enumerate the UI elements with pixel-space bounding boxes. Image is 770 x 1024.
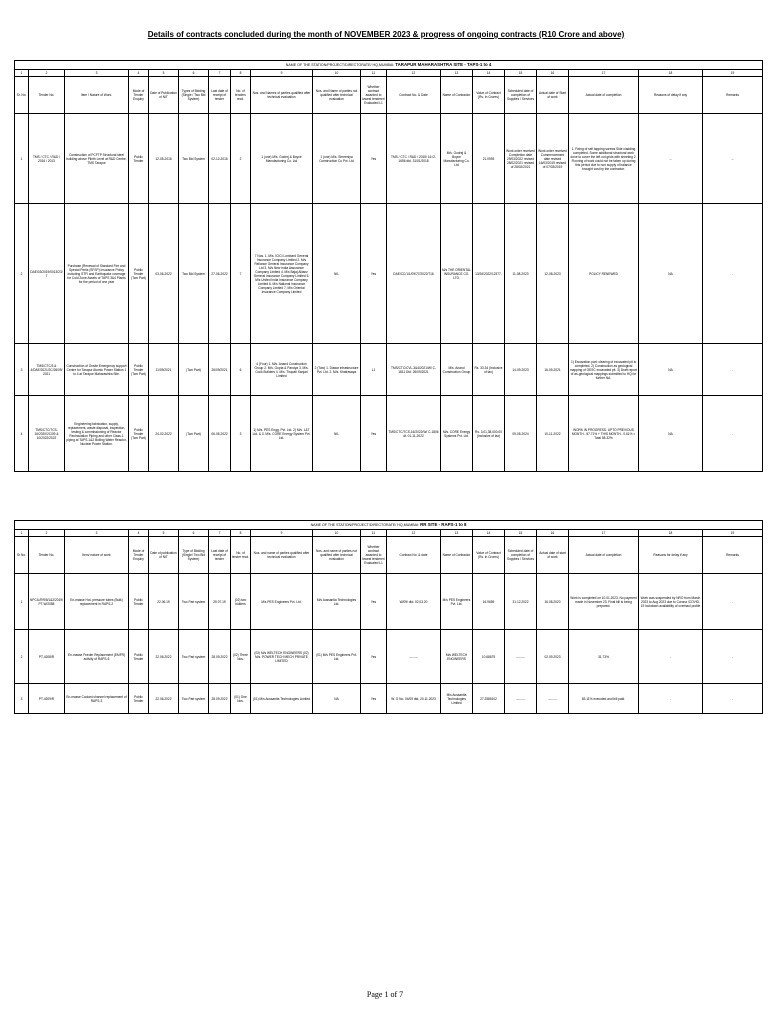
column-header: Nos. and Names of parties qualified after technical evaluation <box>251 77 313 114</box>
column-number: 1 <box>15 70 29 77</box>
table-cell: Two Bid System <box>179 204 209 344</box>
table-cell: - <box>703 344 763 396</box>
column-header: Actual date of start of work <box>537 537 569 574</box>
table-cell: 16-09-2021 <box>537 344 569 396</box>
table-cell: Rs. 3,01,38,000.00 (Inclusive of tax) <box>473 396 505 472</box>
table-cell: DAE/CC/1/1/09/77/2022/716 <box>387 204 441 344</box>
table-cell: - <box>639 630 703 684</box>
column-header: Reasons for delay if any <box>639 537 703 574</box>
table-cell: Engineering fabrication, supply, replacement, waste disposal, inspection, testing & commissioning of Reactor Recirculation Piping and other Class-1 piping at TAPS-1&2 Boiling Water Reactor, Nuclear Power Station. <box>65 396 129 472</box>
table-cell: 1 (one) M/s. Godrej & Boyce Manufacturing Co. Ltd <box>251 114 313 204</box>
table-cell: M/s Aussantia Technologies Ltd. <box>313 574 361 630</box>
table-cell: NA <box>639 396 703 472</box>
site-prefix: NAME OF THE STATION/PROJECT/DIRECTORATE/ HQ,MUMBAI: <box>285 63 396 68</box>
table-cell: Rs. 33.34 (Inclusive of tax) <box>473 344 505 396</box>
table-cell: M/s PES Engineers Pvt. Ltd. <box>441 574 473 630</box>
table-cell: Public Tender (Two Part) <box>129 396 149 472</box>
table-cell: 02-12-2016 <box>209 114 231 204</box>
table-cell: 09-05-2024 <box>505 396 537 472</box>
table-cell: - <box>703 204 763 344</box>
table-cell: TMS / CTC / R&D / 2016 / 2013 <box>29 114 65 204</box>
table-cell: Yes <box>361 396 387 472</box>
column-header: Contract No. & Date <box>387 77 441 114</box>
table-cell: 2 <box>15 630 29 684</box>
table-cell: - <box>703 630 763 684</box>
site2-body <box>15 521 763 714</box>
table-cell: 2 <box>231 114 251 204</box>
site-prefix: NAME OF THE STATION/PROJECT/DIRECTORATE/ HQ,MUMBAI: <box>310 523 421 528</box>
site-title: RR SITE - RAPS-1 to 8 <box>420 522 467 528</box>
table-row <box>15 574 763 630</box>
column-number: 2 <box>29 70 65 77</box>
table-cell: Construction of Onsite Emergency support Centre for Tarapur Atomic Power Station 1 to 4 at Tarapur Maharashtra Site. <box>65 344 129 396</box>
table-cell: 31.12.2022 <box>505 574 537 630</box>
site-name <box>15 521 763 530</box>
table-cell: 4 (Four) 1. M/s. Anand Construction Group 2. M/s. Gupta & Pandya 3. M/s. Cock Builders 4. M/s. Tirupati Sanjari Limited <box>251 344 313 396</box>
table-row <box>15 114 763 204</box>
table-cell: M/s. CORE Energy Systems Pvt. Ltd. <box>441 396 473 472</box>
table-cell: -- <box>703 114 763 204</box>
table-cell: 3 <box>231 396 251 472</box>
column-header: Last date of receipt of tender <box>209 77 231 114</box>
table-cell: Yes <box>361 204 387 344</box>
table-cell: POLICY RENEWED <box>569 204 639 344</box>
table-cell: Public Tender <box>129 114 149 204</box>
column-number: 7 <box>209 530 231 537</box>
column-number: 3 <box>65 530 129 537</box>
table-cell: 10-11-2022 <box>537 396 569 472</box>
table-cell: 31.73% <box>569 630 639 684</box>
column-number: 6 <box>179 530 209 537</box>
table-cell: (01) M/s Aussantia Technologies Limited <box>251 684 313 714</box>
table-cell: (Two Part) <box>179 344 209 396</box>
column-number: 15 <box>505 70 537 77</box>
table-cell: En-masse Coolant channel replacement of RAPS-3 <box>65 684 129 714</box>
table-cell: PT-4209/R <box>29 684 65 714</box>
table-cell: 12-05-2016 <box>149 114 179 204</box>
column-number: 17 <box>569 70 639 77</box>
column-header: Contract No. & date <box>387 537 441 574</box>
table-cell: 1 <box>15 574 29 630</box>
table-cell: 02.09.2023 <box>537 630 569 684</box>
table-cell: Two Part system <box>179 684 209 714</box>
table-cell: 28.09.2022 <box>209 630 231 684</box>
table-cell: PT-4208/R <box>29 630 65 684</box>
page-title: Details of contracts concluded during the month of NOVEMBER 2023 & progress of ongoing contracts (R10 Crore and above) <box>147 30 625 39</box>
column-number: 8 <box>231 70 251 77</box>
table-cell: (Two Part) <box>179 396 209 472</box>
column-header: Tender No. <box>29 77 65 114</box>
column-number: 19 <box>703 70 763 77</box>
column-number: 10 <box>313 530 361 537</box>
column-number: 14 <box>473 530 505 537</box>
table-cell: (02) M/s WELTECH ENGINEERS (02) M/s. POWER TECH MECH PRIVATE LIMITED <box>251 630 313 684</box>
table-cell: Two Part system <box>179 630 209 684</box>
table-cell: 1 <box>15 114 29 204</box>
column-header: No. of tender recd. <box>231 537 251 574</box>
table-cell: Purchase (Renewal of Standard Fire and Special Perils (SFSP) Insurance Policy including STFI and Earthquake coverage for Cold Zone Assets of TAPS 3&4 Plants for the period of one year <box>65 204 129 344</box>
table-cell: M/s. Anand Construction Group <box>441 344 473 396</box>
column-header: Tender No. <box>29 537 65 574</box>
table-cell: 26/09/2021 <box>209 344 231 396</box>
table-row <box>15 204 763 344</box>
table-cell: NIL <box>313 204 361 344</box>
table-cell: 2 <box>15 204 29 344</box>
column-header: Actual date of completion <box>569 77 639 114</box>
table-cell: TMS/CTC/3 & 4/DAE/2021/2C/26/09/2021 <box>29 344 65 396</box>
table-cell: 1) Excavation part: clearing of excavated pit is completed. 2) Construction as geological mapping of OESC excavated pit. 3) Draft report of as-geological mappings submitted to HQ for further NA. <box>569 344 639 396</box>
site-name <box>15 61 763 70</box>
table-cell: TMS/CTC/CVL-3&4/2021/W/ C-1811 Dtd. 26/09/2021 <box>387 344 441 396</box>
table-cell: -------- <box>537 684 569 714</box>
table-cell: - <box>703 574 763 630</box>
table-cell: W/09/ dtd. 02.03.20 <box>387 574 441 630</box>
table-cell: Yes <box>361 574 387 630</box>
page-footer: Page 1 of 7 <box>366 990 404 999</box>
column-header: Sr No. <box>15 537 29 574</box>
column-number: 15 <box>505 530 537 537</box>
column-header: Name of Contractor <box>441 537 473 574</box>
table-cell: (01) M/s PES Engineers Pvt. Ltd. <box>313 630 361 684</box>
column-number: 18 <box>639 70 703 77</box>
table-cell: M/s. Godrej & Boyce Manufacturing Co. Ltd <box>441 114 473 204</box>
table-cell: 10.68675 <box>473 630 505 684</box>
table-cell: - <box>639 684 703 714</box>
table-cell: En-masse Feeder Replacement (EMFR) activity of RAPS-6 <box>65 630 129 684</box>
column-number: 13 <box>441 70 473 77</box>
table-cell: 4 <box>15 396 29 472</box>
table-cell: TMS/CTC/TCS-16/2022/W/ C-1806 dt. 01-11-2022 <box>387 396 441 472</box>
table-cell: 1) M/s. PES Engg. Pvt. Ltd. 2) M/s. L&T Ltd. & 3. M/s. CORE Energy System Pvt. Ltd. <box>251 396 313 472</box>
column-header: Whether contract awarded to lowest tenderer/ Evaluated L1 <box>361 537 387 574</box>
table-cell: -- <box>639 114 703 204</box>
contracts-table-rr-site <box>14 520 763 714</box>
table-cell: Yes <box>361 630 387 684</box>
site-name-row <box>15 61 763 70</box>
column-number: 6 <box>179 70 209 77</box>
table-cell: WORK IN PROGRESS. UPTO PREVIOUS MONTH - 57.71% + THIS MONTH - 0.61% = Total 58.32% <box>569 396 639 472</box>
table-row <box>15 396 763 472</box>
table-cell: Work order received Completion date 29/03/2022 revised 28/02/2021 revised of 28/02/2021 <box>505 114 537 204</box>
table-cell: 21.0993 <box>473 114 505 204</box>
table-cell: NIL <box>313 396 361 472</box>
table-cell: 11/09/2021 <box>149 344 179 396</box>
table-cell: (01) One Nos. <box>231 684 251 714</box>
table-cell: 22.06.19 <box>149 574 179 630</box>
table-cell: -------- <box>505 684 537 714</box>
table-cell: 03-06-2022 <box>149 204 179 344</box>
column-header: Reasons of delay if any <box>639 77 703 114</box>
column-header: Item / Nature of Work. <box>65 77 129 114</box>
column-number: 11 <box>361 530 387 537</box>
column-header: Types of Bidding (Single / Two Bid System) <box>179 77 209 114</box>
table-cell: Public Tender <box>129 630 149 684</box>
column-number: 3 <box>65 70 129 77</box>
table-cell: 22.06.2022 <box>149 630 179 684</box>
column-header: Mode of Tender Enquiry <box>129 77 149 114</box>
table-cell: 06-05-2022 <box>209 396 231 472</box>
site-title: TARAPUR MAHARASHTRA SITE - TAPS-1 to 4 <box>395 62 492 68</box>
table-cell: M/s WELTECH ENGINEERS <box>441 630 473 684</box>
column-number-row <box>15 530 763 537</box>
table-cell: 28.09.2022 <box>209 684 231 714</box>
column-header: Sr. No. <box>15 77 29 114</box>
column-header: No. of tenders recd. <box>231 77 251 114</box>
table-cell: NA <box>639 204 703 344</box>
table-cell: NPCIL/RR/5/1&2/2019/PT-W/2088 <box>29 574 65 630</box>
column-header: Scheduled date of completion of Supplies / Services <box>505 77 537 114</box>
table-cell: 11-08-2023 <box>505 204 537 344</box>
column-number: 18 <box>639 530 703 537</box>
table-cell: 24-02-2022 <box>149 396 179 472</box>
table-cell: W. O No. 04/09 dtd. 20.11.2023 <box>387 684 441 714</box>
table-cell: Public Tender (Two Part) <box>129 204 149 344</box>
column-header: Nos. and name of parties qualified after technical evaluation <box>251 537 313 574</box>
table-cell: 25.07.19 <box>209 574 231 630</box>
column-number: 4 <box>129 530 149 537</box>
table-cell: Public Tender <box>129 574 149 630</box>
table-cell: 22.06.2022 <box>149 684 179 714</box>
column-number: 16 <box>537 530 569 537</box>
table-cell: TMS / CTC / R&D / 2015/ 16 /2-1656 dtd. 31/01/2018 <box>387 114 441 204</box>
table-cell: 6 <box>231 344 251 396</box>
column-header: Remarks <box>703 537 763 574</box>
table-cell: 14-09-2023 <box>505 344 537 396</box>
table-cell: L1 <box>361 344 387 396</box>
site-name-row <box>15 521 763 530</box>
column-number: 12 <box>387 530 441 537</box>
column-number: 8 <box>231 530 251 537</box>
column-header: Type of Bidding (Single/ Two Bid System) <box>179 537 209 574</box>
table-cell: - <box>703 396 763 472</box>
table-cell: -------- <box>387 630 441 684</box>
table-cell: 2 (Two) 1. Dawar infrastructure Pvt. Ltd. 2. M/s. Khatrasaya <box>313 344 361 396</box>
table-cell: Work is completed on 10.01.2023. No payment made in November 23. Final bill is being prepared. <box>569 574 639 630</box>
table-cell: - <box>703 684 763 714</box>
table-cell: 3 <box>15 344 29 396</box>
table-cell: (02) Three Nos. <box>231 630 251 684</box>
column-header: Name of Contractor <box>441 77 473 114</box>
column-header: Remarks <box>703 77 763 114</box>
column-number: 19 <box>703 530 763 537</box>
table-cell: 1. Fixing of self tapping screws Side cladding completed. Some additional structural work done to cover the left out grids with sheeting 2. Flooring of work could not be taken up during this period due to non supply of balance brought cost by the contractor. <box>569 114 639 204</box>
table-cell: En-masse Hot- pressure tubes (Bulk) replacement in RAPS-2 <box>65 574 129 630</box>
table-cell: 1 (one) M/s. Shreeniya Construction Co Pvt. Ltd <box>313 114 361 204</box>
table-cell: M/s Aussantia Technologies Limited <box>441 684 473 714</box>
column-number: 9 <box>251 70 313 77</box>
table-cell: 7 <box>231 204 251 344</box>
table-cell: Work was suspended by NRO from March 2023 to Aug 2023 due to Corona /COVID-19 lockdown availability of overhaul profile <box>639 574 703 630</box>
table-cell: NA <box>639 344 703 396</box>
table-row <box>15 344 763 396</box>
site1-body <box>15 61 763 472</box>
table-cell: DAE/03/2019/0013/23/7 <box>29 204 65 344</box>
column-number: 1 <box>15 530 29 537</box>
column-header: Date of Publication of NIT <box>149 77 179 114</box>
table-cell: Two Bid System <box>179 114 209 204</box>
table-cell: Yes <box>361 114 387 204</box>
table-cell: 12-08-2023 <box>537 204 569 344</box>
column-number: 2 <box>29 530 65 537</box>
table-cell: 3 <box>15 684 29 714</box>
header-row <box>15 77 763 114</box>
table-cell: Two Part system <box>179 574 209 630</box>
column-number-row <box>15 70 763 77</box>
table-cell: Yes <box>361 684 387 714</box>
table-cell: Public Tender (Two Part) <box>129 344 149 396</box>
column-number: 9 <box>251 530 313 537</box>
column-number: 11 <box>361 70 387 77</box>
table-cell: (02) two bidders <box>231 574 251 630</box>
column-header: Nos. and Name of parties not qualified after technical evaluation <box>313 77 361 114</box>
column-header: Scheduled date of completion of Supplies / Services <box>505 537 537 574</box>
column-number: 12 <box>387 70 441 77</box>
column-number: 7 <box>209 70 231 77</box>
table-cell: M/s PES Engineers Pvt. Ltd. <box>251 574 313 630</box>
column-header: Whether contract awarded to lowest tenderer/ Evaluated L1 <box>361 77 387 114</box>
table-cell: 7 Nos. 1. M/s. ICICI Lombard General Insurance Company Limited 2. M/s Reliance General Insurance Company Ltd 3. M/s New India Assurance Company Limited 4. M/s Bajaj Allianz General Insurance Company Limited 5. M/s United India Insurance Company Limited 6. M/s National Insurance Company Limited 7. M/s Oriental Insurance Company Limited <box>251 204 313 344</box>
table-cell: Construction of PCFTP Structural steel building above Plinth Level at R&D Centre, TMS Tarapur <box>65 114 129 204</box>
table-cell: Work order received Commencement date revised 16/03/2019 revised of 07/03/2019 <box>537 114 569 204</box>
table-cell: 16.08.2020 <box>537 574 569 630</box>
table-cell: 13/26/2022/12377- <box>473 204 505 344</box>
table-cell: 16.9659 <box>473 574 505 630</box>
table-cell: 83.11% executed and bill paid. <box>569 684 639 714</box>
table-cell: Public Tender <box>129 684 149 714</box>
column-header: Mode of Tender Enquiry <box>129 537 149 574</box>
column-number: 14 <box>473 70 505 77</box>
column-header: Actual date of completion <box>569 537 639 574</box>
column-number: 5 <box>149 70 179 77</box>
table-cell: -------- <box>505 630 537 684</box>
column-header: Actual date of Start of work <box>537 77 569 114</box>
column-number: 10 <box>313 70 361 77</box>
column-number: 4 <box>129 70 149 77</box>
table-row <box>15 684 763 714</box>
column-header: Nos. and name of parties not qualified after technical evaluation <box>313 537 361 574</box>
column-header: Date of publication of NIT <box>149 537 179 574</box>
table-cell: M/s THE ORIENTAL INSURANCE CO. LTD. <box>441 204 473 344</box>
column-header: Value of Contract (Rs. In Crores) <box>473 77 505 114</box>
header-row <box>15 537 763 574</box>
table-cell: 27-06-2022 <box>209 204 231 344</box>
table-cell: TMS/CTC/TCS-16/2020/2C/09 & 10/2022/2022 <box>29 396 65 472</box>
column-number: 13 <box>441 530 473 537</box>
contracts-table-tarapur <box>14 60 763 472</box>
table-cell: NA <box>313 684 361 714</box>
column-header: Item/ nature of work <box>65 537 129 574</box>
column-header: Last date of receipt of tender <box>209 537 231 574</box>
column-number: 17 <box>569 530 639 537</box>
column-number: 5 <box>149 530 179 537</box>
table-cell: 27.2585102 <box>473 684 505 714</box>
column-number: 16 <box>537 70 569 77</box>
table-row <box>15 630 763 684</box>
column-header: Value of Contract (Rs. in Crores) <box>473 537 505 574</box>
